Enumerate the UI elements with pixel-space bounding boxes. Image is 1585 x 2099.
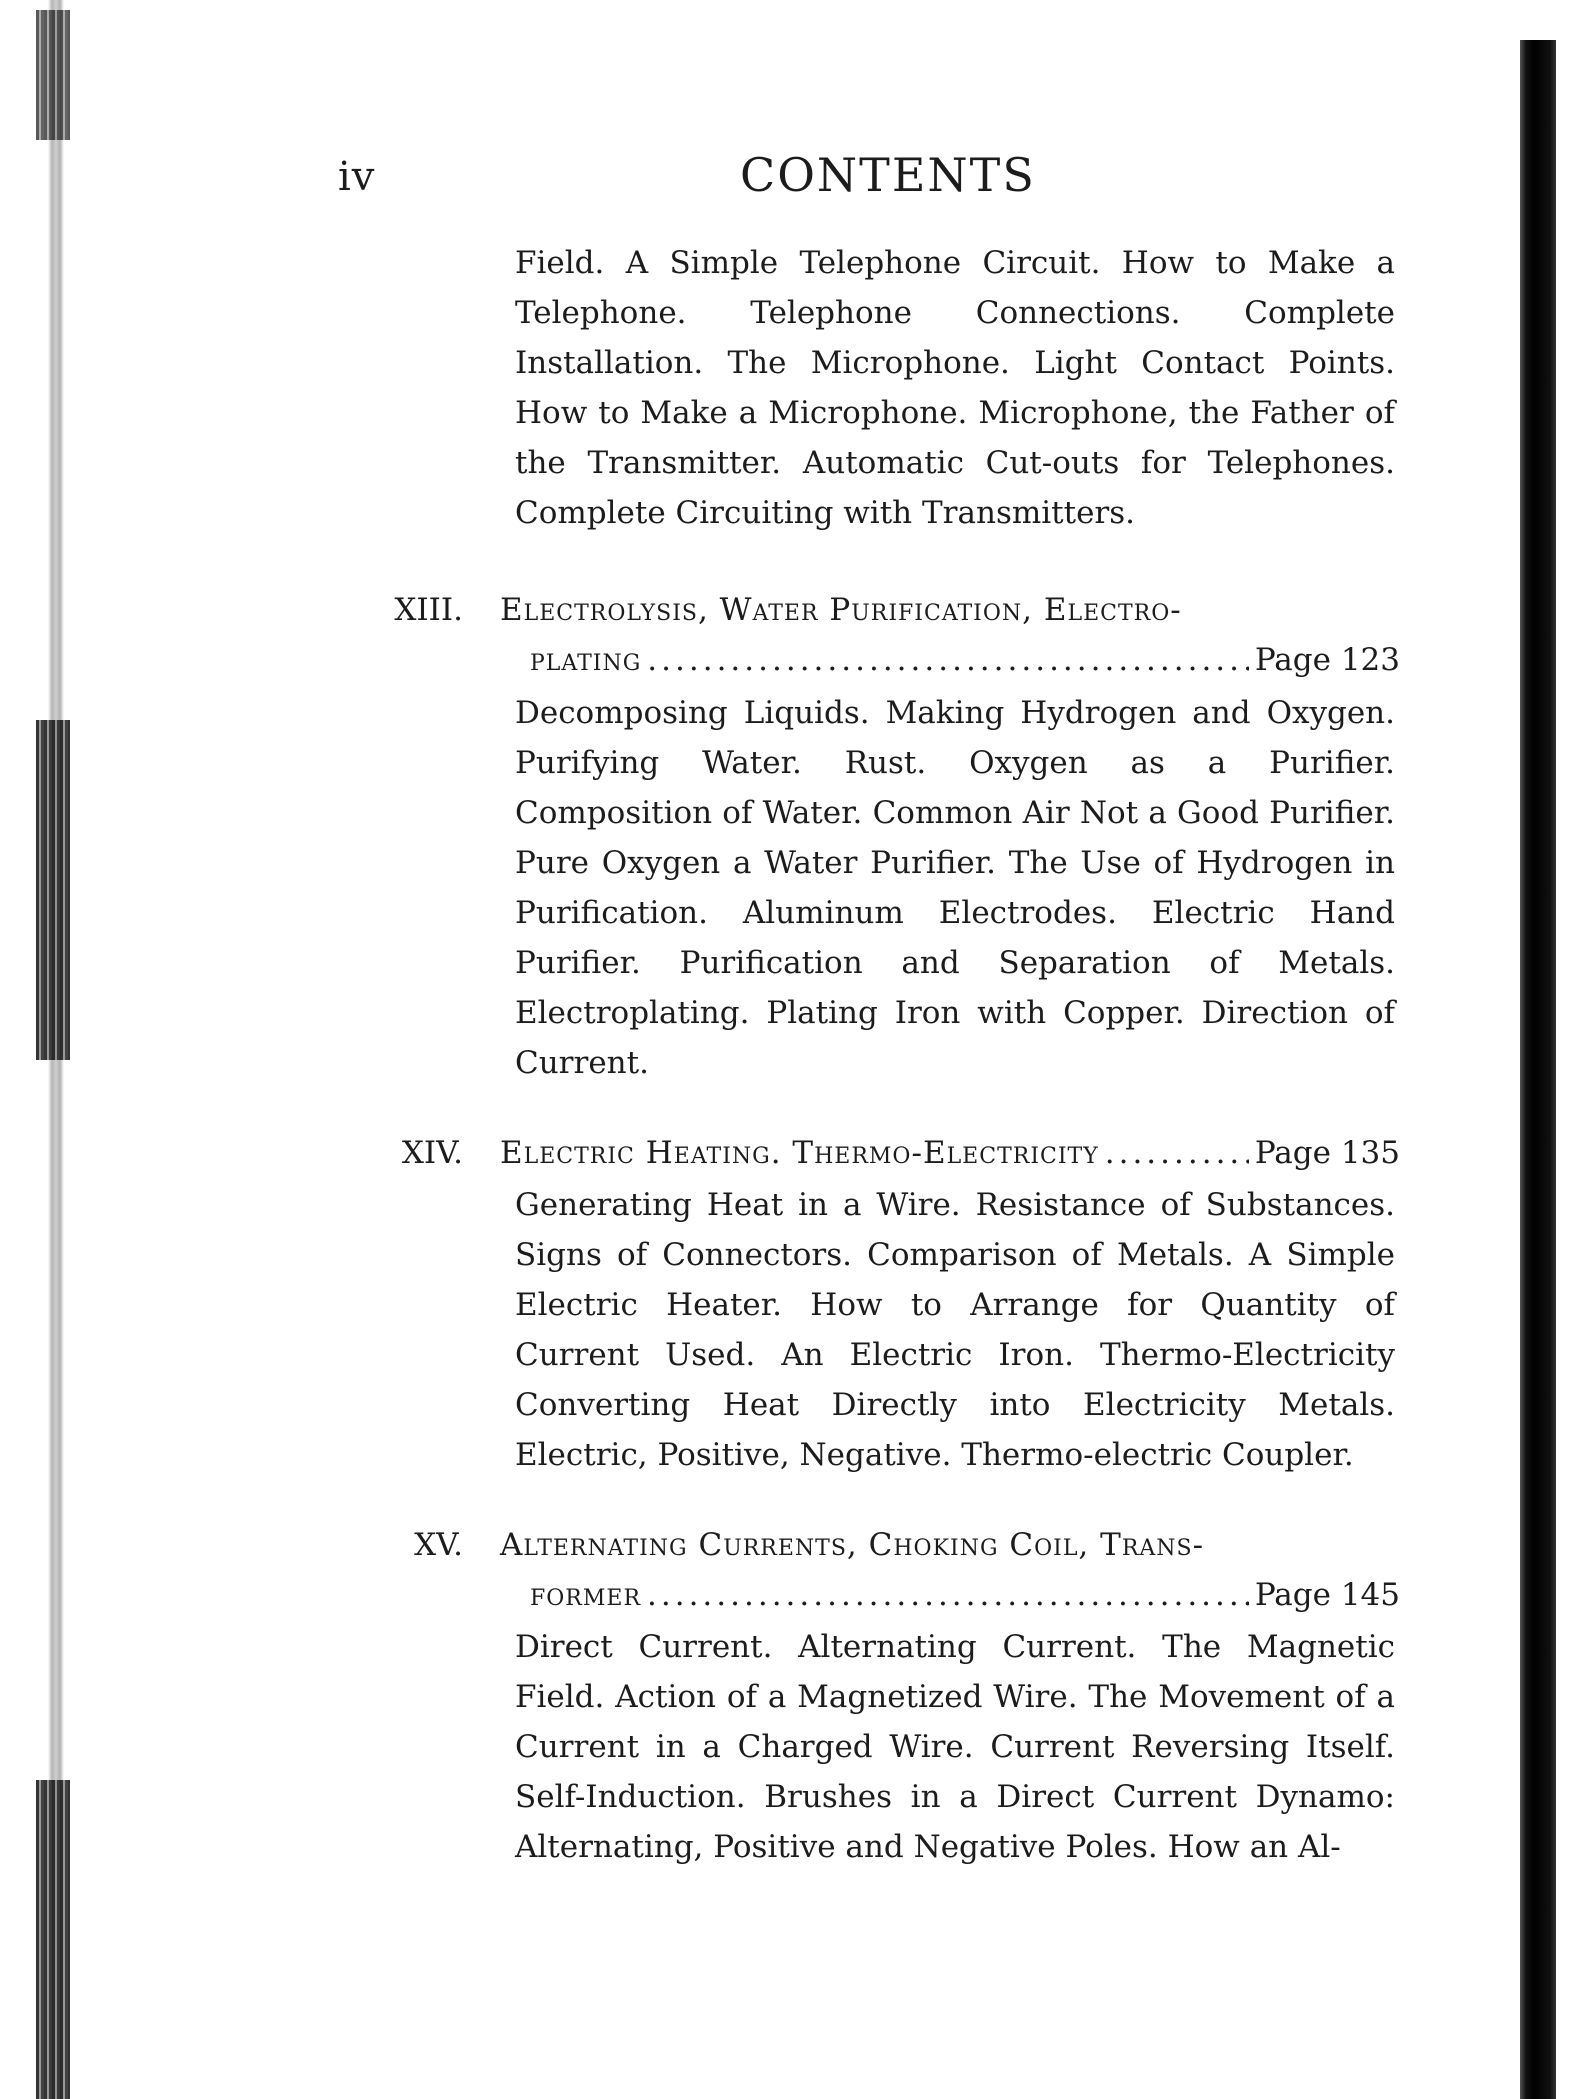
page-title: CONTENTS bbox=[740, 148, 1036, 202]
chapter-description-text: Direct Current. Alternating Current. The Magnetic Field. Action of a Magnetized Wire. The Movement of a Current in a Charged Wire. Current Reversing Itself. Self-Induction. Brushes in a Direct Current Dynamo: Alternating, Positive and Negative Poles. How an Al- bbox=[515, 1629, 1395, 1865]
chapter-page: Page 145 bbox=[1254, 1577, 1400, 1613]
chapter-title-row bbox=[500, 1128, 1400, 1178]
page-number: iv bbox=[338, 154, 376, 200]
chapter-page: Page 123 bbox=[1254, 642, 1400, 678]
chapter-title: Electrolysis, Water Purification, Electro- bbox=[500, 592, 1182, 628]
chapter-title: Alternating Currents, Choking Coil, Trans- bbox=[500, 1527, 1205, 1563]
intro-text-body: Field. A Simple Telephone Circuit. How to Make a Telephone. Telephone Connections. Complete Installation. The Microphone. Light Contact Points. How to Make a Microphone. Microphone, the Father of the Transmitter. Automatic Cut-outs for Telephones. Complete Circuiting with Transmitters. bbox=[515, 245, 1395, 531]
scan-edge-mark bbox=[36, 720, 70, 1060]
scan-edge-mark bbox=[36, 1780, 70, 2099]
chapter-title-line2 bbox=[530, 1570, 1400, 1620]
dot-leader bbox=[1105, 1128, 1249, 1178]
chapter-description-text: Decomposing Liquids. Making Hydrogen and Oxygen. Purifying Water. Rust. Oxygen as a Purifier. Composition of Water. Common Air Not a Good Purifier. Pure Oxygen a Water Purifier. The Use of Hydrogen in Purification. Aluminum Electrodes. Electric Hand Purifier. Purification and Separation of Metals. Electroplating. Plating Iron with Copper. Direction of Current. bbox=[515, 695, 1395, 1081]
chapter-title-continuation: former bbox=[530, 1577, 642, 1613]
dot-leader bbox=[647, 635, 1249, 685]
scan-edge-right bbox=[1520, 40, 1556, 2099]
chapter-number: XIV. bbox=[401, 1135, 463, 1171]
dot-leader bbox=[647, 1570, 1249, 1620]
chapter-title-line2 bbox=[530, 635, 1400, 685]
scan-edge-mark bbox=[36, 10, 70, 140]
chapter-number: XV. bbox=[414, 1527, 463, 1563]
chapter-description bbox=[515, 1180, 1395, 1480]
chapter-description bbox=[515, 1622, 1395, 1872]
chapter-title: Electric Heating. Thermo-Electricity bbox=[500, 1135, 1099, 1171]
chapter-page: Page 135 bbox=[1254, 1135, 1400, 1171]
chapter-number: XIII. bbox=[394, 592, 463, 628]
chapter-description-text: Generating Heat in a Wire. Resistance of Substances. Signs of Connectors. Comparison of Metals. A Simple Electric Heater. How to Arrange for Quantity of Current Used. An Electric Iron. Thermo-Electricity Converting Heat Directly into Electricity Metals. Electric, Positive, Negative. Thermo-electric Coupler. bbox=[515, 1187, 1395, 1473]
chapter-description bbox=[515, 688, 1395, 1088]
intro-text bbox=[515, 238, 1395, 538]
chapter-title-continuation: plating bbox=[530, 642, 642, 678]
